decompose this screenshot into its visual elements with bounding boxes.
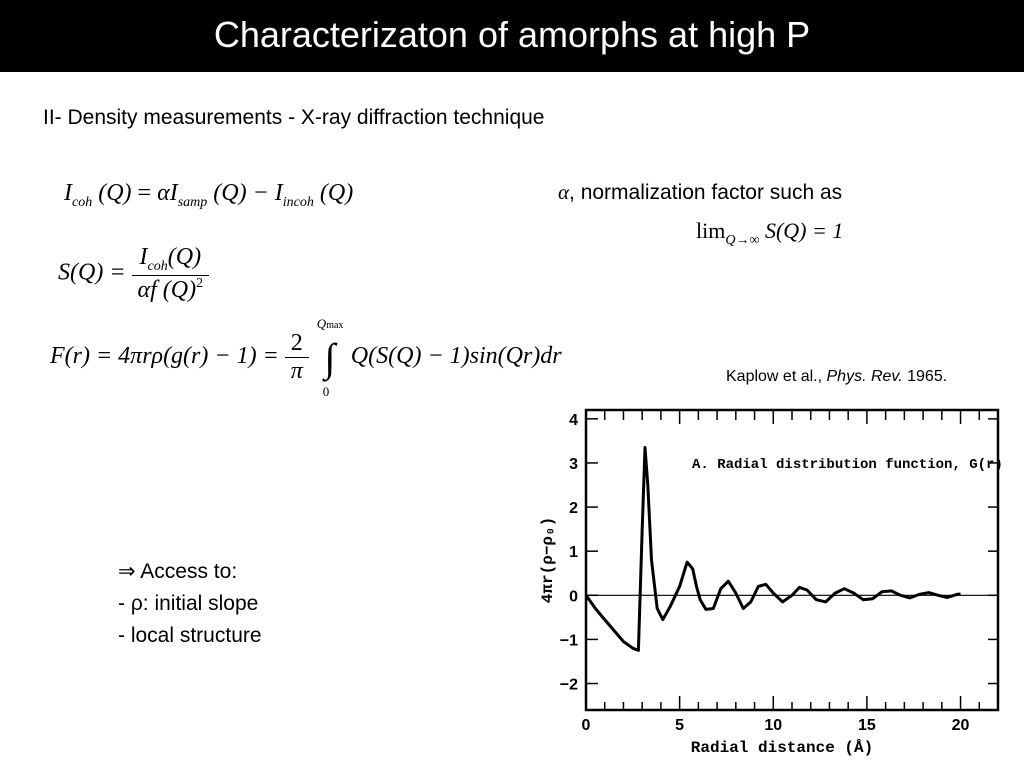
alpha-symbol: α xyxy=(558,180,570,204)
limit-expression xyxy=(696,218,843,249)
eq1-incoh: incoh xyxy=(282,195,314,210)
citation-authors: Kaplow et al., xyxy=(726,368,827,385)
y-tick-label: 1 xyxy=(569,544,578,562)
eq3-fraction xyxy=(285,330,309,385)
eq3-rhs: Q(S(Q) − 1)sin(Qr)dr xyxy=(350,343,562,370)
chart-title: A. Radial distribution function, G(r) xyxy=(692,457,1003,473)
access-line-2 xyxy=(118,588,262,620)
access-line-1-text: Access to: xyxy=(135,560,238,583)
slide-title: Characterizaton of amorphs at high P xyxy=(213,14,811,55)
normalization-note xyxy=(558,180,842,205)
eq2-den: αf (Q) xyxy=(137,277,197,303)
eq2-lhs: S(Q) = xyxy=(58,259,132,286)
eq2-den-sup: 2 xyxy=(196,276,204,291)
eq1-samp: samp xyxy=(177,195,208,210)
x-tick-label: 20 xyxy=(951,717,970,734)
x-axis-label: Radial distance (Å) xyxy=(690,739,874,757)
eq1-minus: − I xyxy=(246,180,283,206)
eq1-eq: = xyxy=(131,180,158,206)
eq3-lhs: F(r) = 4πrρ(g(r) − 1) = xyxy=(50,343,285,370)
eq3-lower: 0 xyxy=(322,383,330,399)
eq1-i: I xyxy=(64,180,72,206)
y-tick-label: 4 xyxy=(569,411,578,429)
access-list xyxy=(118,556,262,652)
eq1-q: (Q) xyxy=(98,180,132,206)
access-line-2-prefix: - xyxy=(118,592,131,615)
eq1-alpha-i: αI xyxy=(157,180,178,206)
rdf-series-line xyxy=(586,448,961,651)
citation-journal: Phys. Rev. xyxy=(826,368,903,385)
eq2-fraction xyxy=(132,244,210,304)
slide-subtitle: II- Density measurements - X-ray diffraction technique xyxy=(43,106,545,129)
citation xyxy=(726,368,947,386)
limit-sub: Q→∞ xyxy=(725,233,760,248)
eq2-num-sub: coh xyxy=(147,259,168,274)
eq3-upper: Q xyxy=(316,315,327,331)
y-tick-label: 3 xyxy=(569,455,578,473)
equation-sq xyxy=(58,244,209,304)
implies-icon: ⇒ xyxy=(118,560,136,583)
eq2-num-i: I xyxy=(139,244,148,270)
access-line-3: - local structure xyxy=(118,624,262,647)
eq1-coh: coh xyxy=(72,195,93,210)
x-tick-label: 5 xyxy=(675,717,685,734)
y-tick-label: −1 xyxy=(559,632,578,650)
limit-expr: S(Q) = 1 xyxy=(759,218,844,243)
equation-icoh xyxy=(64,180,353,211)
access-line-2-text: : initial slope xyxy=(142,592,259,615)
citation-year: 1965. xyxy=(902,368,948,385)
eq1-q3: (Q) xyxy=(319,180,354,206)
x-tick-label: 15 xyxy=(858,717,876,734)
limit-lim: lim xyxy=(696,218,726,243)
eq1-q2: (Q) xyxy=(213,180,247,206)
y-tick-label: 2 xyxy=(569,500,578,518)
normalization-text: , normalization factor such as xyxy=(569,181,843,204)
eq3-frac-num: 2 xyxy=(290,330,303,356)
x-tick-label: 10 xyxy=(764,717,783,734)
rdf-chart xyxy=(530,398,1010,758)
eq3-upper-sub: max xyxy=(326,319,344,331)
eq3-integral xyxy=(315,315,345,399)
y-tick-label: −2 xyxy=(559,676,578,694)
y-tick-label: 0 xyxy=(569,588,578,606)
eq3-frac-den: π xyxy=(285,357,309,385)
y-axis-label: 4πr(ρ−ρ₀) xyxy=(539,516,557,604)
access-line-1 xyxy=(118,556,262,588)
eq2-num-q: (Q) xyxy=(167,244,202,270)
title-bar xyxy=(0,0,1024,72)
rho-symbol: ρ xyxy=(130,592,143,615)
plot-frame xyxy=(586,410,998,710)
eq3-integral-sign: ∫ xyxy=(324,334,336,380)
x-tick-label: 0 xyxy=(581,717,591,734)
equation-fr xyxy=(50,315,562,399)
